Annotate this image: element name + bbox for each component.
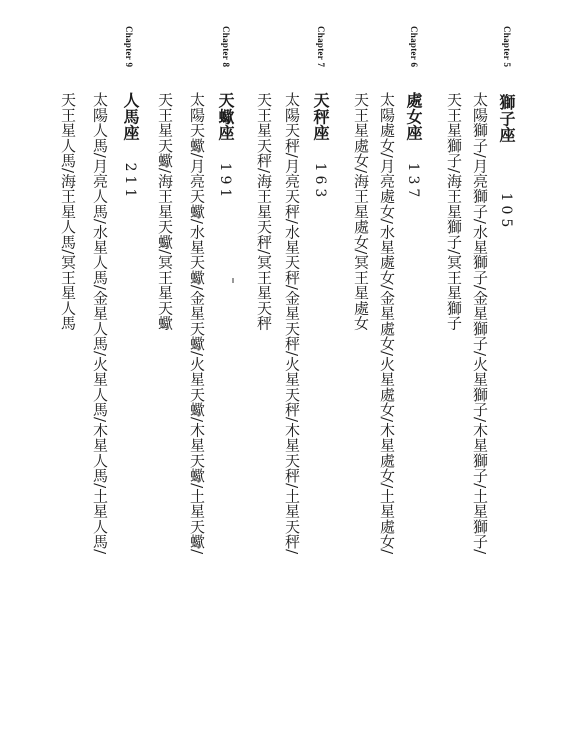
placements-line: 天王星處女/海王星處女/冥王星處女 (352, 92, 370, 331)
chapter-9 (60, 0, 160, 730)
placements-line: 太陽天秤/月亮天秤/水星天秤/金星天秤/火星天秤/木星天秤/土星天秤/ (283, 92, 301, 555)
chapter-title (217, 92, 233, 201)
placements-line: 太陽處女/月亮處女/水星處女/金星處女/火星處女/木星處女/土星處女/ (378, 92, 396, 555)
page-number: 211 (122, 162, 138, 202)
page-number: 137 (405, 162, 421, 202)
page-number: 105 (498, 192, 514, 232)
chapter-label: Chapter 8 (221, 26, 231, 68)
placements-line: 天王星天秤/海王星天秤/冥王星天秤 (255, 92, 273, 331)
chapter-label: Chapter 5 (502, 26, 512, 68)
sign-name: 處女座 (404, 92, 423, 141)
chapter-5 (438, 0, 538, 730)
sign-name: 人馬座 (121, 92, 140, 141)
print-speck (232, 278, 234, 283)
placements-line: 太陽人馬/月亮人馬/水星人馬/金星人馬/火星人馬/木星人馬/土星人馬/ (91, 92, 109, 555)
chapter-title (312, 92, 328, 201)
placements-line: 太陽天蠍/月亮天蠍/水星天蠍/金星天蠍/火星天蠍/木星天蠍/土星天蠍/ (188, 92, 206, 555)
placements-line: 天王星天蠍/海王星天蠍/冥王星天蠍 (156, 92, 174, 331)
chapter-label: Chapter 7 (316, 26, 326, 68)
chapter-6 (345, 0, 445, 730)
chapter-label: Chapter 6 (409, 26, 419, 68)
placements-line: 天王星人馬/海王星人馬/冥王星人馬 (59, 92, 77, 331)
page-number: 163 (312, 162, 328, 202)
chapter-7 (250, 0, 350, 730)
chapter-label: Chapter 9 (124, 26, 134, 68)
chapter-title (122, 92, 138, 201)
sign-name: 天蠍座 (216, 92, 235, 141)
chapter-title (498, 94, 514, 231)
chapter-title (405, 92, 421, 201)
chapter-8 (155, 0, 255, 730)
placements-line: 天王星獅子/海王星獅子/冥王星獅子 (445, 92, 463, 331)
sign-name: 獅子座 (497, 94, 516, 143)
sign-name: 天秤座 (311, 92, 330, 141)
page-number: 191 (217, 162, 233, 202)
placements-line: 太陽獅子/月亮獅子/水星獅子/金星獅子/火星獅子/木星獅子/土星獅子/ (471, 92, 489, 555)
